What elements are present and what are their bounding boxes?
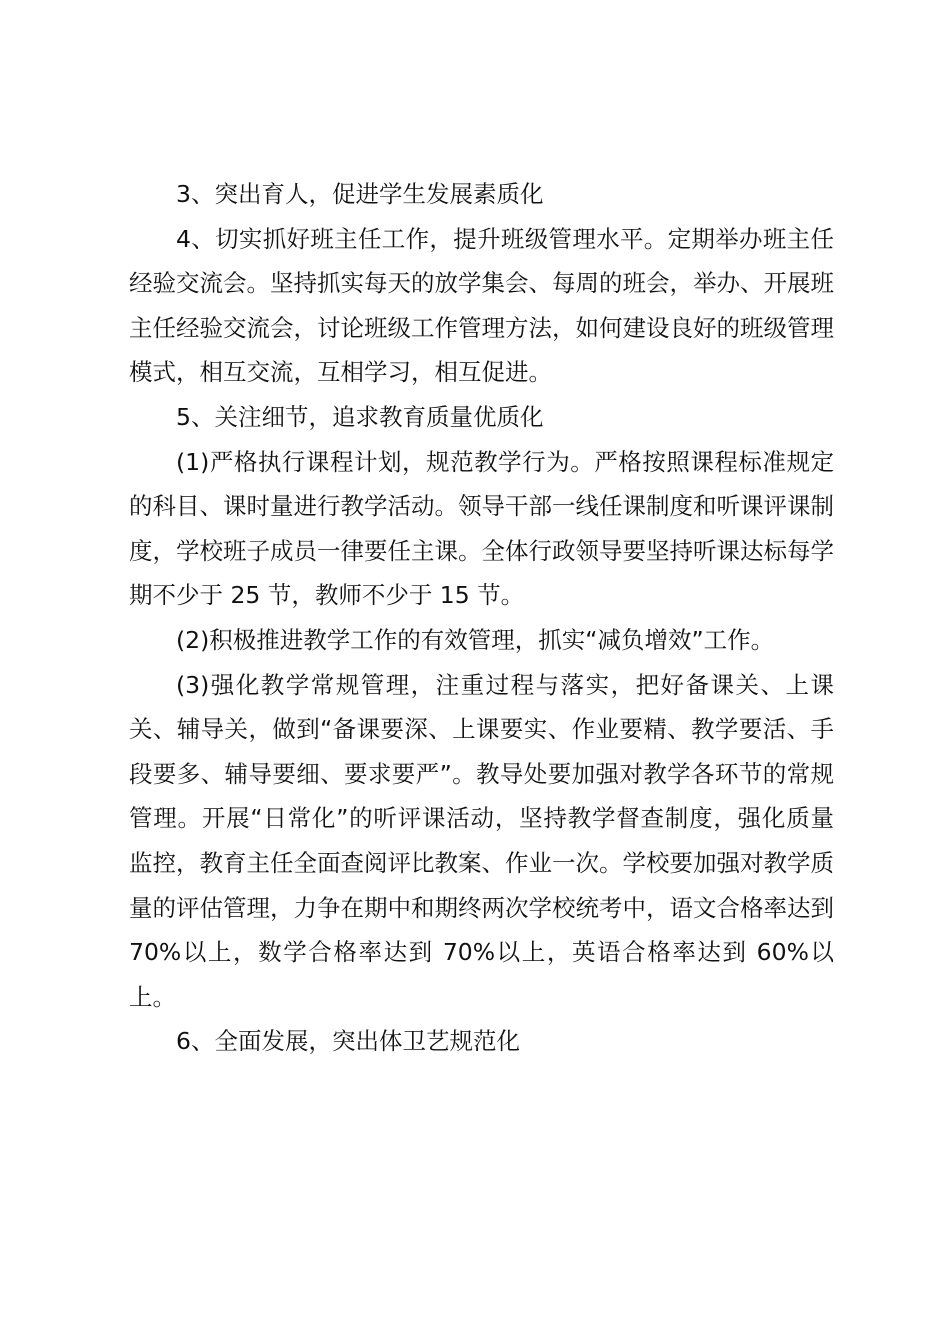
document-body xyxy=(129,172,834,1064)
paragraph-class-management: 4、切实抓好班主任工作，提升班级管理水平。定期举办班主任经验交流会。坚持抓实每天的放学集会、每周的班会，举办、开展班主任经验交流会，讨论班级工作管理方法，如何建设良好的班级管理模式，相互交流，互相学习，相互促进。 xyxy=(129,224,834,387)
section-heading-3: 3、突出育人，促进学生发展素质化 xyxy=(176,180,544,208)
paragraph-curriculum-plan: (1)严格执行课程计划，规范教学行为。严格按照课程标准规定的科目、课时量进行教学活动。领导干部一线任课制度和听课评课制度，学校班子成员一律要任主课。全体行政领导要坚持听课达标每学期不少于 25 节，教师不少于 15 节。 xyxy=(129,447,834,610)
section-heading-6: 6、全面发展，突出体卫艺规范化 xyxy=(176,1027,520,1056)
section-heading-5: 5、关注细节，追求教育质量优质化 xyxy=(176,402,544,431)
paragraph-teaching-routine: (3)强化教学常规管理，注重过程与落实，把好备课关、上课关、辅导关，做到“备课要深、上课要实、作业要精、教学要活、手段要多、辅导要细、要求要严”。教导处要加强对教学各环节的常规管理。开展“日常化”的听评课活动，坚持教学督查制度，强化质量监控，教育主任全面查阅评比教案、作业一次。学校要加强对教学质量的评估管理，力争在期中和期终两次学校统考中，语文合格率达到 70%以上，数学合格率达到 70%以上，英语合格率达到 60%以上。 xyxy=(129,670,834,1011)
paragraph-effective-management: (2)积极推进教学工作的有效管理，抓实“减负增效”工作。 xyxy=(176,625,775,654)
